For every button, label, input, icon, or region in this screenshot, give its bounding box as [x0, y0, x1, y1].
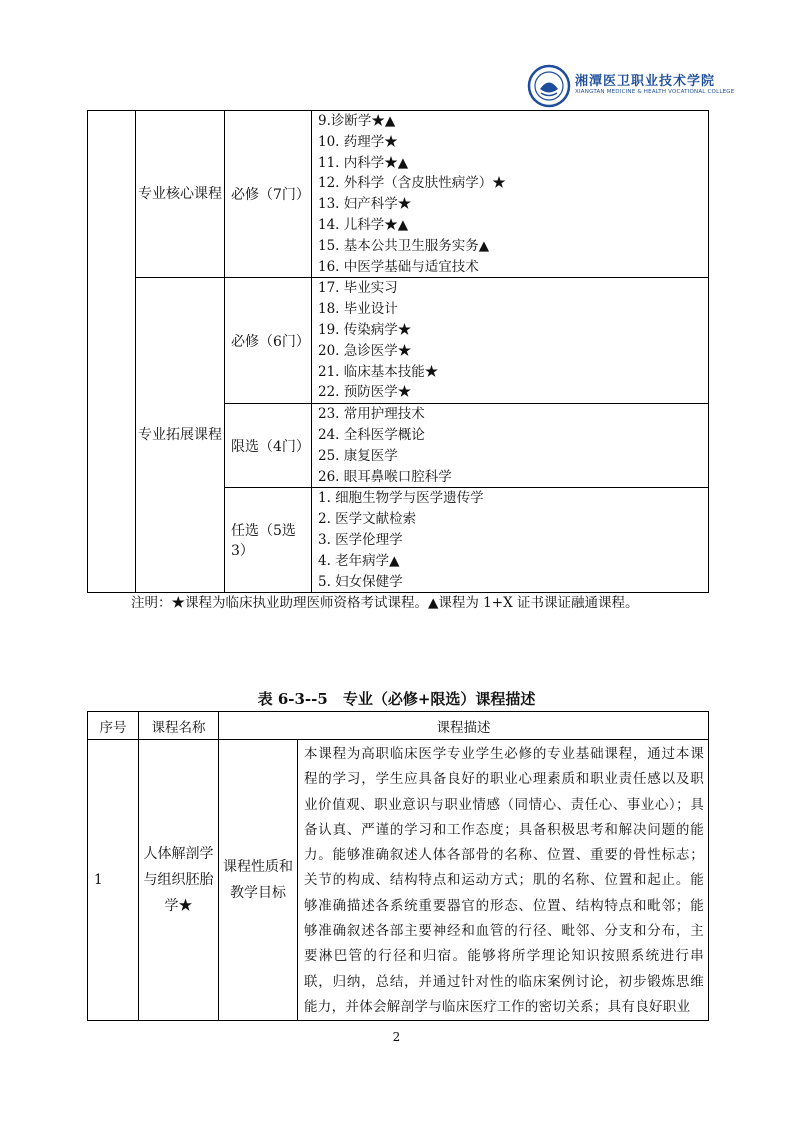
list-item: 1. 细胞生物学与医学遗传学: [318, 490, 484, 507]
table-caption: 表 6-3--5 专业（必修+限选）课程描述: [257, 690, 536, 708]
list-item: 5. 妇女保健学: [318, 573, 403, 590]
list-item: 18. 毕业设计: [318, 301, 398, 318]
list-item: 2. 医学文献检索: [318, 511, 417, 528]
table-row: [88, 111, 709, 278]
type-cell: 必修（7门）: [225, 111, 312, 278]
table-header-row: [88, 712, 709, 740]
college-emblem-icon: [527, 64, 571, 108]
course-description-table: [87, 711, 709, 1021]
aspect-cell: 课程性质和教学目标: [219, 740, 298, 1021]
column-header: 序号: [88, 712, 139, 740]
row-seq: 1: [88, 740, 139, 1021]
list-item: 3. 医学伦理学: [318, 531, 403, 548]
page-number: 2: [392, 1030, 401, 1044]
table-row: [88, 278, 709, 404]
list-item: 25. 康复医学: [318, 447, 398, 464]
type-cell: 限选（4门）: [225, 404, 312, 488]
list-item: 19. 传染病学★: [318, 321, 412, 338]
list-item: 16. 中医学基础与适宜技术: [318, 258, 479, 275]
list-item: 21. 临床基本技能★: [318, 363, 439, 380]
list-item: 23. 常用护理技术: [318, 406, 425, 423]
course-name: 人体解剖学与组织胚胎学★: [139, 740, 219, 1021]
list-item: 17. 毕业实习: [318, 280, 398, 297]
column-header: 课程描述: [219, 712, 709, 740]
logo-text: 湘潭医卫职业技术学院: [575, 74, 716, 89]
list-item: 10. 药理学★: [318, 133, 398, 150]
course-list-cell: [312, 404, 709, 488]
course-list-cell: [312, 488, 709, 593]
list-item: 24. 全科医学概论: [318, 426, 425, 443]
course-list-cell: [312, 278, 709, 404]
type-cell: 必修（6门）: [225, 278, 312, 404]
list-item: 13. 妇产科学★: [318, 196, 412, 213]
list-item: 4. 老年病学▲: [318, 552, 400, 569]
logo-subtext: XIANGTAN MEDICINE & HEALTH VOCATIONAL COLLEGE: [575, 89, 735, 95]
table-note: 注明：★课程为临床执业助理医师资格考试课程。▲课程为 1+X 证书课证融通课程。: [131, 595, 639, 611]
table-cell-blank: [88, 111, 136, 593]
list-item: 12. 外科学（含皮肤性病学）★: [318, 175, 506, 192]
type-cell: 任选（5选3）: [225, 488, 312, 593]
category-cell: 专业拓展课程: [136, 278, 225, 593]
list-item: 11. 内科学★▲: [318, 154, 409, 171]
table-row: [88, 740, 709, 1021]
list-item: 20. 急诊医学★: [318, 342, 412, 359]
category-cell: 专业核心课程: [136, 111, 225, 278]
college-logo: [527, 64, 735, 110]
list-item: 26. 眼耳鼻喉口腔科学: [318, 468, 452, 485]
list-item: 14. 儿科学★▲: [318, 216, 409, 233]
list-item: 9.诊断学★▲: [318, 113, 396, 129]
column-header: 课程名称: [139, 712, 219, 740]
course-list-cell: [312, 111, 709, 278]
list-item: 15. 基本公共卫生服务实务▲: [318, 237, 490, 254]
course-description: 本课程为高职临床医学专业学生必修的专业基础课程，通过本课程的学习，学生应具备良好的职业心理素质和职业责任感以及职业价值观、职业意识与职业情感（同情心、责任心、事业心）；具备认真、严谨的学习和工作态度；具备积极思考和解决问题的能力。能够准确叙述人体各部骨的名称、位置、重要的骨性标志；关节的构成、结构特点和运动方式；肌的名称、位置和起止。能够准确描述各系统重要器官的形态、位置、结构特点和毗邻；能够准确叙述各部主要神经和血管的行径、毗邻、分支和分布，主要淋巴管的行径和归宿。能够将所学理论知识按照系统进行串联，归纳，总结，并通过针对性的临床案例讨论，初步锻炼思维能力，并体会解剖学与临床医疗工作的密切关系；具有良好职业: [298, 740, 709, 1021]
course-structure-table: [87, 110, 709, 593]
list-item: 22. 预防医学★: [318, 384, 412, 401]
